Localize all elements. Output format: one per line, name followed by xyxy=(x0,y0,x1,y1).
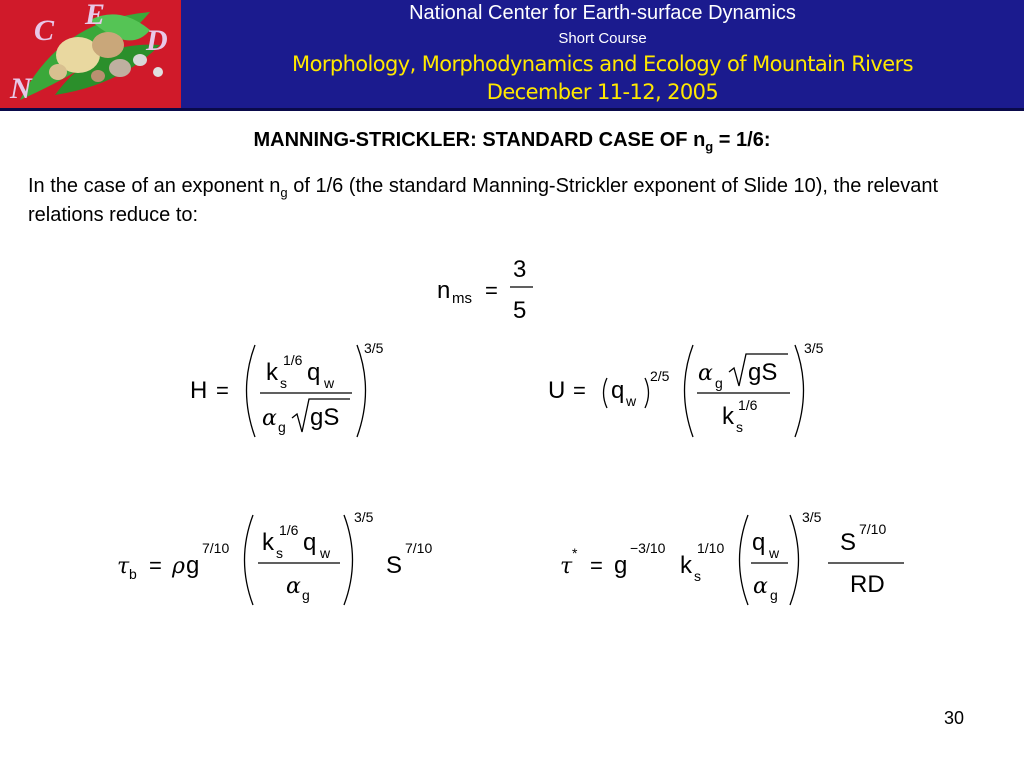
equation-tau-star xyxy=(560,509,904,605)
tau-star-g-exponent: −3/10 xyxy=(630,540,666,556)
nms-subscript: ms xyxy=(452,290,472,307)
U-q-exponent: 2/5 xyxy=(650,368,670,384)
U-exponent: 3/5 xyxy=(804,340,824,356)
svg-text:1/6: 1/6 xyxy=(738,397,758,413)
svg-text:=: = xyxy=(149,553,162,578)
U-q-subscript: w xyxy=(626,393,637,409)
svg-text:s: s xyxy=(276,545,283,561)
svg-text:α: α xyxy=(262,406,277,431)
svg-text:k: k xyxy=(722,403,734,430)
svg-text:=: = xyxy=(485,278,498,303)
svg-text:k: k xyxy=(266,359,278,386)
svg-text:g: g xyxy=(278,419,286,435)
svg-text:τ: τ xyxy=(560,554,573,579)
svg-text:g: g xyxy=(770,587,778,603)
logo-letter-c: C xyxy=(34,14,55,47)
svg-text:1/6: 1/6 xyxy=(279,522,299,538)
tau-b-S-exponent: 7/10 xyxy=(405,540,433,556)
U-q: q xyxy=(611,377,625,404)
svg-text:α: α xyxy=(698,361,713,386)
page-number: 30 xyxy=(943,708,964,728)
svg-text:gS: gS xyxy=(310,404,340,431)
svg-text:w: w xyxy=(324,375,335,391)
tau-star-denominator: RD xyxy=(850,571,885,598)
tau-star-k-exponent: 1/10 xyxy=(697,540,725,556)
intro-subscript: g xyxy=(280,185,288,200)
svg-text:S: S xyxy=(386,552,403,579)
U-lhs: U xyxy=(548,377,566,404)
svg-text:=: = xyxy=(216,378,229,403)
svg-text:gS: gS xyxy=(748,359,778,386)
H-lhs: H xyxy=(190,377,208,404)
svg-text:w: w xyxy=(320,545,331,561)
tau-b-exponent: 3/5 xyxy=(354,509,374,525)
tau-b-g-exponent: 7/10 xyxy=(202,540,230,556)
slide-title-text: MANNING-STRICKLER: STANDARD CASE OF n xyxy=(253,129,706,151)
H-exponent: 3/5 xyxy=(364,340,384,356)
equation-U xyxy=(548,340,824,437)
header-org-name: National Center for Earth-surface Dynamics xyxy=(409,2,796,24)
svg-text:=: = xyxy=(573,378,586,403)
svg-text:g: g xyxy=(614,552,628,579)
svg-text:ρ: ρ xyxy=(172,554,185,579)
svg-text:g: g xyxy=(715,375,723,391)
equation-H xyxy=(190,340,384,437)
header-course-type: Short Course xyxy=(558,30,647,47)
svg-text:s: s xyxy=(736,419,743,435)
svg-text:k: k xyxy=(680,552,692,579)
svg-text:α: α xyxy=(753,574,768,599)
logo-letter-d: D xyxy=(146,24,168,57)
nms-denominator: 5 xyxy=(513,297,527,324)
nms-lhs: n xyxy=(437,277,451,304)
intro-text-2: of 1/6 (the standard Manning-Strickler exponent of Slide 10), the relevant relations reduce to: xyxy=(28,175,939,226)
equation-tau-b xyxy=(117,509,432,605)
svg-text:k: k xyxy=(262,529,274,556)
nms-numerator: 3 xyxy=(513,256,527,283)
svg-text:g: g xyxy=(186,552,200,579)
header-course-title: Morphology, Morphodynamics and Ecology of Mountain Rivers xyxy=(292,52,913,76)
logo-letter-e: E xyxy=(85,0,106,31)
svg-text:*: * xyxy=(572,545,578,561)
tau-star-S-exponent: 7/10 xyxy=(859,521,887,537)
equation-nms xyxy=(437,256,533,324)
svg-text:τ: τ xyxy=(117,554,130,579)
svg-text:w: w xyxy=(769,545,780,561)
svg-text:q: q xyxy=(303,529,317,556)
svg-text:α: α xyxy=(286,574,301,599)
svg-text:s: s xyxy=(694,568,701,584)
svg-text:g: g xyxy=(302,587,310,603)
logo-letter-n: N xyxy=(10,72,32,105)
header-course-date: December 11-12, 2005 xyxy=(486,80,719,104)
svg-text:s: s xyxy=(280,375,287,391)
svg-text:1/6: 1/6 xyxy=(283,352,303,368)
svg-text:q: q xyxy=(752,529,766,556)
slide-title-subscript: g xyxy=(705,139,714,154)
intro-text-1: In the case of an exponent n xyxy=(28,175,281,197)
svg-text:q: q xyxy=(307,359,321,386)
slide-title-suffix: = 1/6: xyxy=(713,129,771,151)
tau-star-exponent: 3/5 xyxy=(802,509,822,525)
svg-text:b: b xyxy=(129,566,137,582)
svg-text:S: S xyxy=(840,529,857,556)
svg-text:=: = xyxy=(590,553,603,578)
